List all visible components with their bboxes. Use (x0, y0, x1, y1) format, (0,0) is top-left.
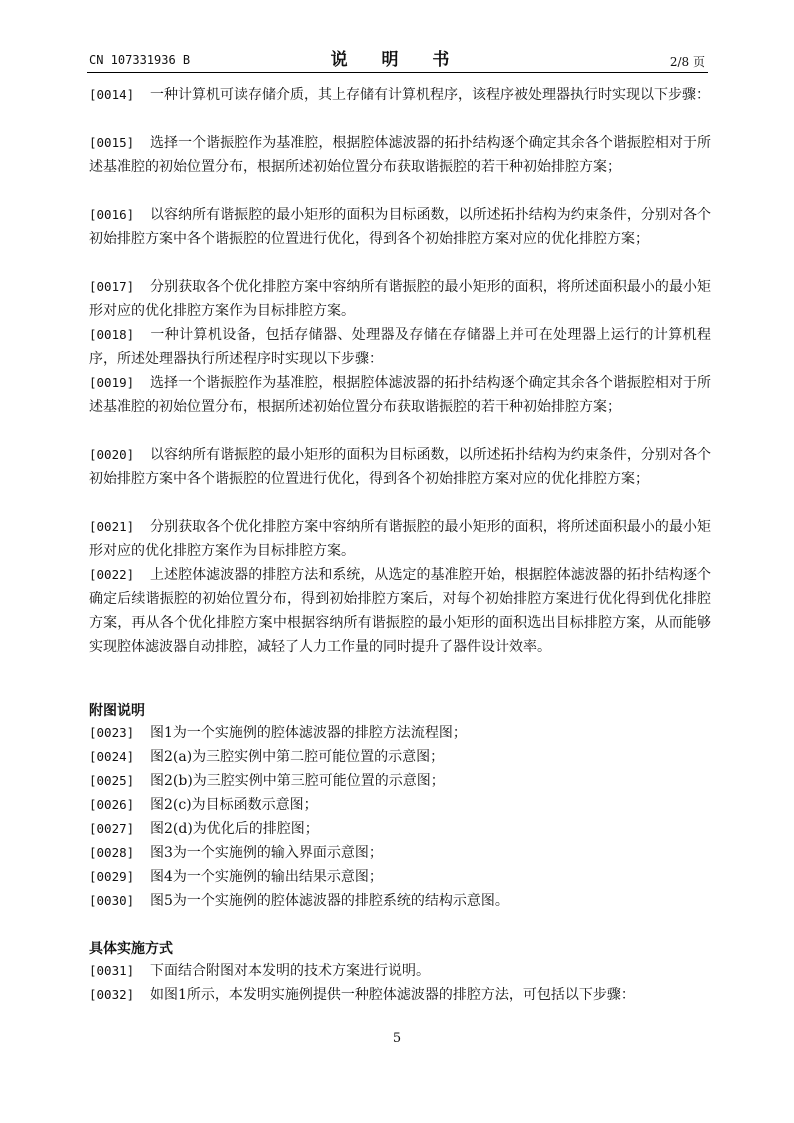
paragraph-tag: [0016] (89, 207, 135, 222)
paragraph (89, 131, 711, 179)
paragraph-tag: [0023] (89, 725, 135, 740)
paragraph-tag: [0027] (89, 821, 135, 836)
paragraph-tag: [0024] (89, 749, 135, 764)
page-title: 说 明 书 (330, 50, 464, 70)
paragraph-text: 图3为一个实施例的输入界面示意图； (150, 845, 383, 861)
paragraph-tag: [0020] (89, 447, 135, 462)
paragraph (89, 323, 711, 371)
figure-item (89, 841, 711, 865)
paragraph-text: 下面结合附图对本发明的技术方案进行说明。 (150, 963, 430, 979)
figure-item (89, 721, 711, 745)
page-number: 5 (392, 1031, 402, 1046)
embodiment-heading: 具体实施方式 (89, 941, 173, 957)
figure-item (89, 769, 711, 793)
page-info: 2/8 页 (669, 55, 705, 69)
paragraph-text: 图2(b)为三腔实例中第三腔可能位置的示意图； (150, 773, 445, 789)
paragraph-tag: [0014] (89, 87, 135, 102)
paragraph-tag: [0031] (89, 963, 135, 978)
paragraph-text: 图2(d)为优化后的排腔图； (150, 821, 319, 837)
figure-item (89, 745, 711, 769)
paragraph (89, 563, 711, 659)
paragraph-text: 选择一个谐振腔作为基准腔，根据腔体滤波器的拓扑结构逐个确定其余各个谐振腔相对于所述基准腔的初始位置分布，根据所述初始位置分布获取谐振腔的若干种初始排腔方案； (89, 135, 711, 175)
paragraph-text: 以容纳所有谐振腔的最小矩形的面积为目标函数，以所述拓扑结构为约束条件，分别对各个初始排腔方案中各个谐振腔的位置进行优化，得到各个初始排腔方案对应的优化排腔方案； (89, 207, 711, 247)
paragraph-text: 分别获取各个优化排腔方案中容纳所有谐振腔的最小矩形的面积，将所述面积最小的最小矩形对应的优化排腔方案作为目标排腔方案。 (89, 279, 711, 319)
paragraph-tag: [0022] (89, 567, 135, 582)
figure-item (89, 865, 711, 889)
paragraph-text: 图1为一个实施例的腔体滤波器的排腔方法流程图； (150, 725, 467, 741)
paragraph-text: 以容纳所有谐振腔的最小矩形的面积为目标函数，以所述拓扑结构为约束条件，分别对各个初始排腔方案中各个谐振腔的位置进行优化，得到各个初始排腔方案对应的优化排腔方案； (89, 447, 711, 487)
paragraph (89, 515, 711, 563)
paragraph (89, 203, 711, 251)
paragraph (89, 443, 711, 491)
paragraph-text: 如图1所示，本发明实施例提供一种腔体滤波器的排腔方法，可包括以下步骤： (150, 987, 635, 1003)
paragraph-tag: [0025] (89, 773, 135, 788)
paragraph-tag: [0026] (89, 797, 135, 812)
paragraph-text: 分别获取各个优化排腔方案中容纳所有谐振腔的最小矩形的面积，将所述面积最小的最小矩形对应的优化排腔方案作为目标排腔方案。 (89, 519, 711, 559)
paragraph (89, 275, 711, 323)
paragraph-tag: [0032] (89, 987, 135, 1002)
paragraph-tag: [0019] (89, 375, 135, 390)
paragraph-text: 图2(a)为三腔实例中第二腔可能位置的示意图； (150, 749, 445, 765)
document-number: CN 107331936 B (89, 53, 191, 67)
header-divider (87, 72, 708, 73)
paragraph-text: 图4为一个实施例的输出结果示意图； (150, 869, 383, 885)
embodiment-item (89, 983, 711, 1007)
paragraph-tag: [0029] (89, 869, 135, 884)
figure-item (89, 817, 711, 841)
embodiment-item (89, 959, 711, 983)
figures-heading: 附图说明 (89, 703, 145, 719)
paragraph-text: 一种计算机设备，包括存储器、处理器及存储在存储器上并可在处理器上运行的计算机程序，所述处理器执行所述程序时实现以下步骤： (89, 327, 711, 367)
paragraph-text: 图5为一个实施例的腔体滤波器的排腔系统的结构示意图。 (150, 893, 509, 909)
paragraph-tag: [0030] (89, 893, 135, 908)
paragraph-text: 一种计算机可读存储介质，其上存储有计算机程序，该程序被处理器执行时实现以下步骤： (150, 87, 710, 103)
figure-item (89, 889, 711, 913)
paragraph-tag: [0018] (89, 327, 135, 342)
paragraph-text: 图2(c)为目标函数示意图； (150, 797, 318, 813)
paragraph-tag: [0028] (89, 845, 135, 860)
figure-item (89, 793, 711, 817)
paragraph (89, 83, 711, 107)
paragraph (89, 371, 711, 419)
paragraph-text: 上述腔体滤波器的排腔方法和系统，从选定的基准腔开始，根据腔体滤波器的拓扑结构逐个确定后续谐振腔的初始位置分布，得到初始排腔方案后，对每个初始排腔方案进行优化得到优化排腔方案，再从各个优化排腔方案中根据容纳所有谐振腔的最小矩形的面积选出目标排腔方案，从而能够实现腔体滤波器自动排腔，减轻了人力工作量的同时提升了器件设计效率。 (89, 567, 711, 655)
paragraph-tag: [0021] (89, 519, 135, 534)
paragraph-tag: [0017] (89, 279, 135, 294)
paragraph-text: 选择一个谐振腔作为基准腔，根据腔体滤波器的拓扑结构逐个确定其余各个谐振腔相对于所述基准腔的初始位置分布，根据所述初始位置分布获取谐振腔的若干种初始排腔方案； (89, 375, 711, 415)
paragraph-tag: [0015] (89, 135, 135, 150)
